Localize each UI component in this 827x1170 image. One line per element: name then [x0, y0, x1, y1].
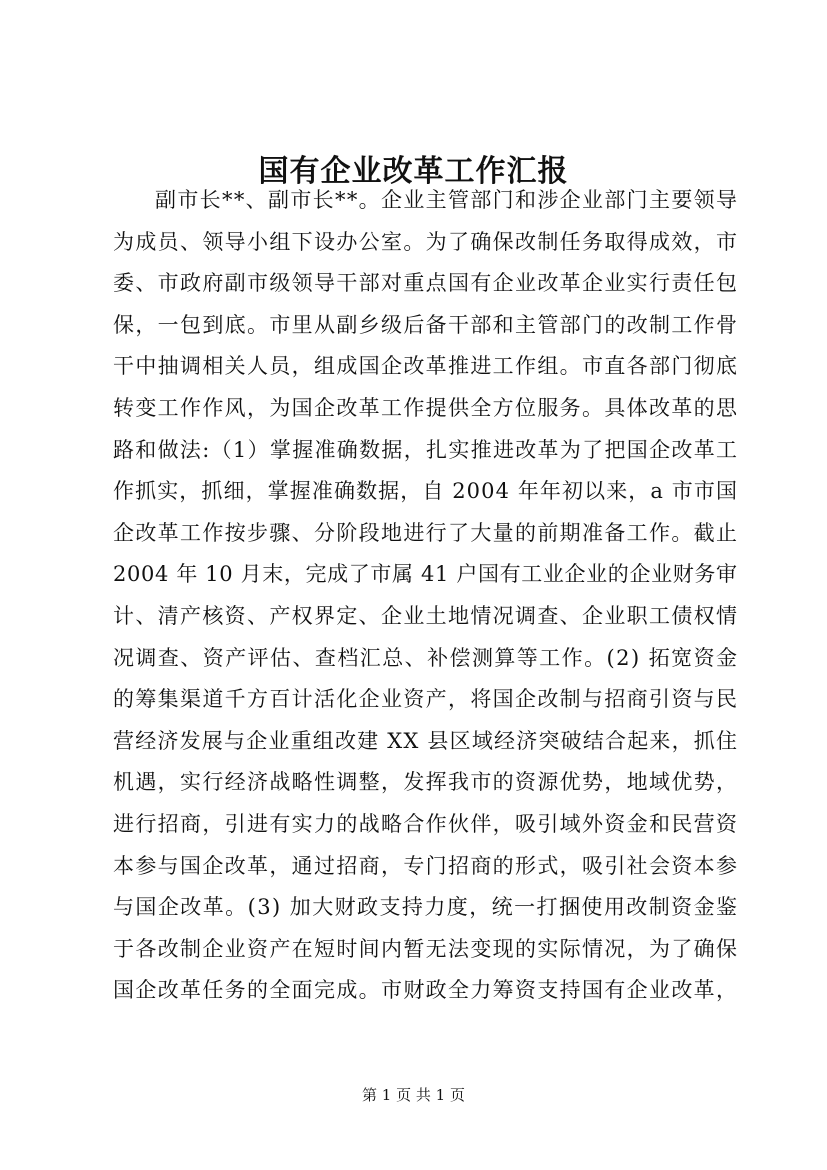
body-line: 营经济发展与企业重组改建 XX 县区域经济突破结合起来，抓住 — [113, 728, 739, 753]
body-line: 干中抽调相关人员，组成国企改革推进工作组。市直各部门彻底 — [113, 354, 739, 379]
body-line: 机遇，实行经济战略性调整，发挥我市的资源优势，地域优势， — [113, 770, 739, 795]
body-line: 企改革工作按步骤、分阶段地进行了大量的前期准备工作。截止 — [113, 520, 739, 545]
body-line: 作抓实，抓细，掌握准确数据，自 2004 年年初以来，a 市市国 — [113, 479, 739, 504]
body-line: 为成员、领导小组下设办公室。为了确保改制任务取得成效，市 — [113, 229, 739, 254]
page-footer: 第 1 页 共 1 页 — [362, 1086, 465, 1104]
body-line: 2004 年 10 月末，完成了市属 41 户国有工业企业的企业财务审 — [113, 562, 738, 587]
body-line: 副市长**、副市长**。企业主管部门和涉企业部门主要领导 — [155, 188, 739, 212]
page-title: 国有企业改革工作汇报 — [258, 154, 569, 189]
body-line: 计、清产核资、产权界定、企业土地情况调查、企业职工债权情 — [113, 603, 739, 628]
body-line: 转变工作作风，为国企改革工作提供全方位服务。具体改革的思 — [113, 395, 739, 420]
body-line: 保，一包到底。市里从副乡级后备干部和主管部门的改制工作骨 — [113, 312, 739, 337]
body-line: 况调查、资产评估、查档汇总、补偿测算等工作。(2) 拓宽资金 — [113, 645, 739, 670]
body-line: 于各改制企业资产在短时间内暂无法变现的实际情况，为了确保 — [113, 936, 739, 961]
body-line: 本参与国企改革，通过招商，专门招商的形式，吸引社会资本参 — [113, 853, 739, 878]
body-line: 委、市政府副市级领导干部对重点国有企业改革企业实行责任包 — [113, 271, 739, 296]
body-line: 国企改革任务的全面完成。市财政全力筹资支持国有企业改革， — [113, 978, 739, 1003]
body-line: 进行招商，引进有实力的战略合作伙伴，吸引域外资金和民营资 — [113, 811, 739, 836]
body-line: 路和做法:（1）掌握准确数据，扎实推进改革为了把国企改革工 — [113, 437, 739, 462]
body-line: 与国企改革。(3) 加大财政支持力度，统一打捆使用改制资金鉴 — [113, 895, 739, 920]
body-line: 的筹集渠道千方百计活化企业资产，将国企改制与招商引资与民 — [113, 687, 739, 712]
document-body — [113, 180, 737, 1012]
